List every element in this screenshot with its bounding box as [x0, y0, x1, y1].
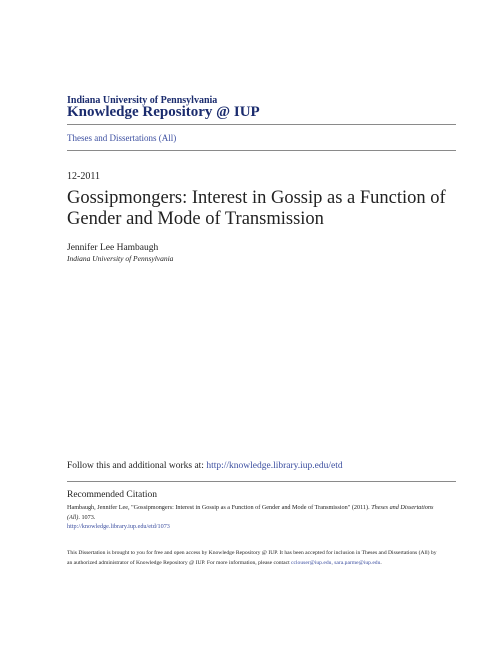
series-divider [67, 150, 456, 151]
footer-notice [67, 548, 437, 568]
citation-divider [67, 481, 456, 482]
citation-number: . 1073. [78, 513, 96, 521]
citation-body [67, 503, 439, 532]
series-link[interactable]: Theses and Dissertations (All) [67, 133, 177, 143]
contact-email-link[interactable]: cclouser@iup.edu, sara.parme@iup.edu [291, 560, 381, 566]
citation-heading: Recommended Citation [67, 490, 157, 500]
follow-text: Follow this and additional works at: [67, 461, 207, 471]
follow-link[interactable]: http://knowledge.library.iup.edu/etd [206, 461, 343, 471]
author-name: Jennifer Lee Hambaugh [67, 243, 159, 253]
follow-line [67, 461, 343, 471]
citation-journal: Theses and Dissertations (All) [67, 504, 434, 521]
footer-text: This Dissertation is brought to you for free and open access by Knowledge Repository @ IUP. It has been accepted for inclusion in Theses and Dissertations (All) by an authorized administrator of Knowledge Repository @ IUP. For more information, please contact [67, 550, 437, 566]
top-divider [67, 124, 456, 125]
citation-link[interactable]: http://knowledge.library.iup.edu/etd/1073 [67, 523, 170, 530]
author-institution: Indiana University of Pennsylvania [67, 254, 174, 263]
publication-date: 12-2011 [67, 171, 100, 182]
footer-end: . [380, 560, 382, 566]
university-name: Indiana University of Pennsylvania [67, 95, 218, 106]
repository-name[interactable]: Knowledge Repository @ IUP [67, 104, 260, 120]
document-title: Gossipmongers: Interest in Gossip as a Function of Gender and Mode of Transmission [67, 188, 446, 229]
citation-text: Hambaugh, Jennifer Lee, "Gossipmongers: Interest in Gossip as a Function of Gender and Mode of Transmission" (2011). [67, 504, 372, 511]
